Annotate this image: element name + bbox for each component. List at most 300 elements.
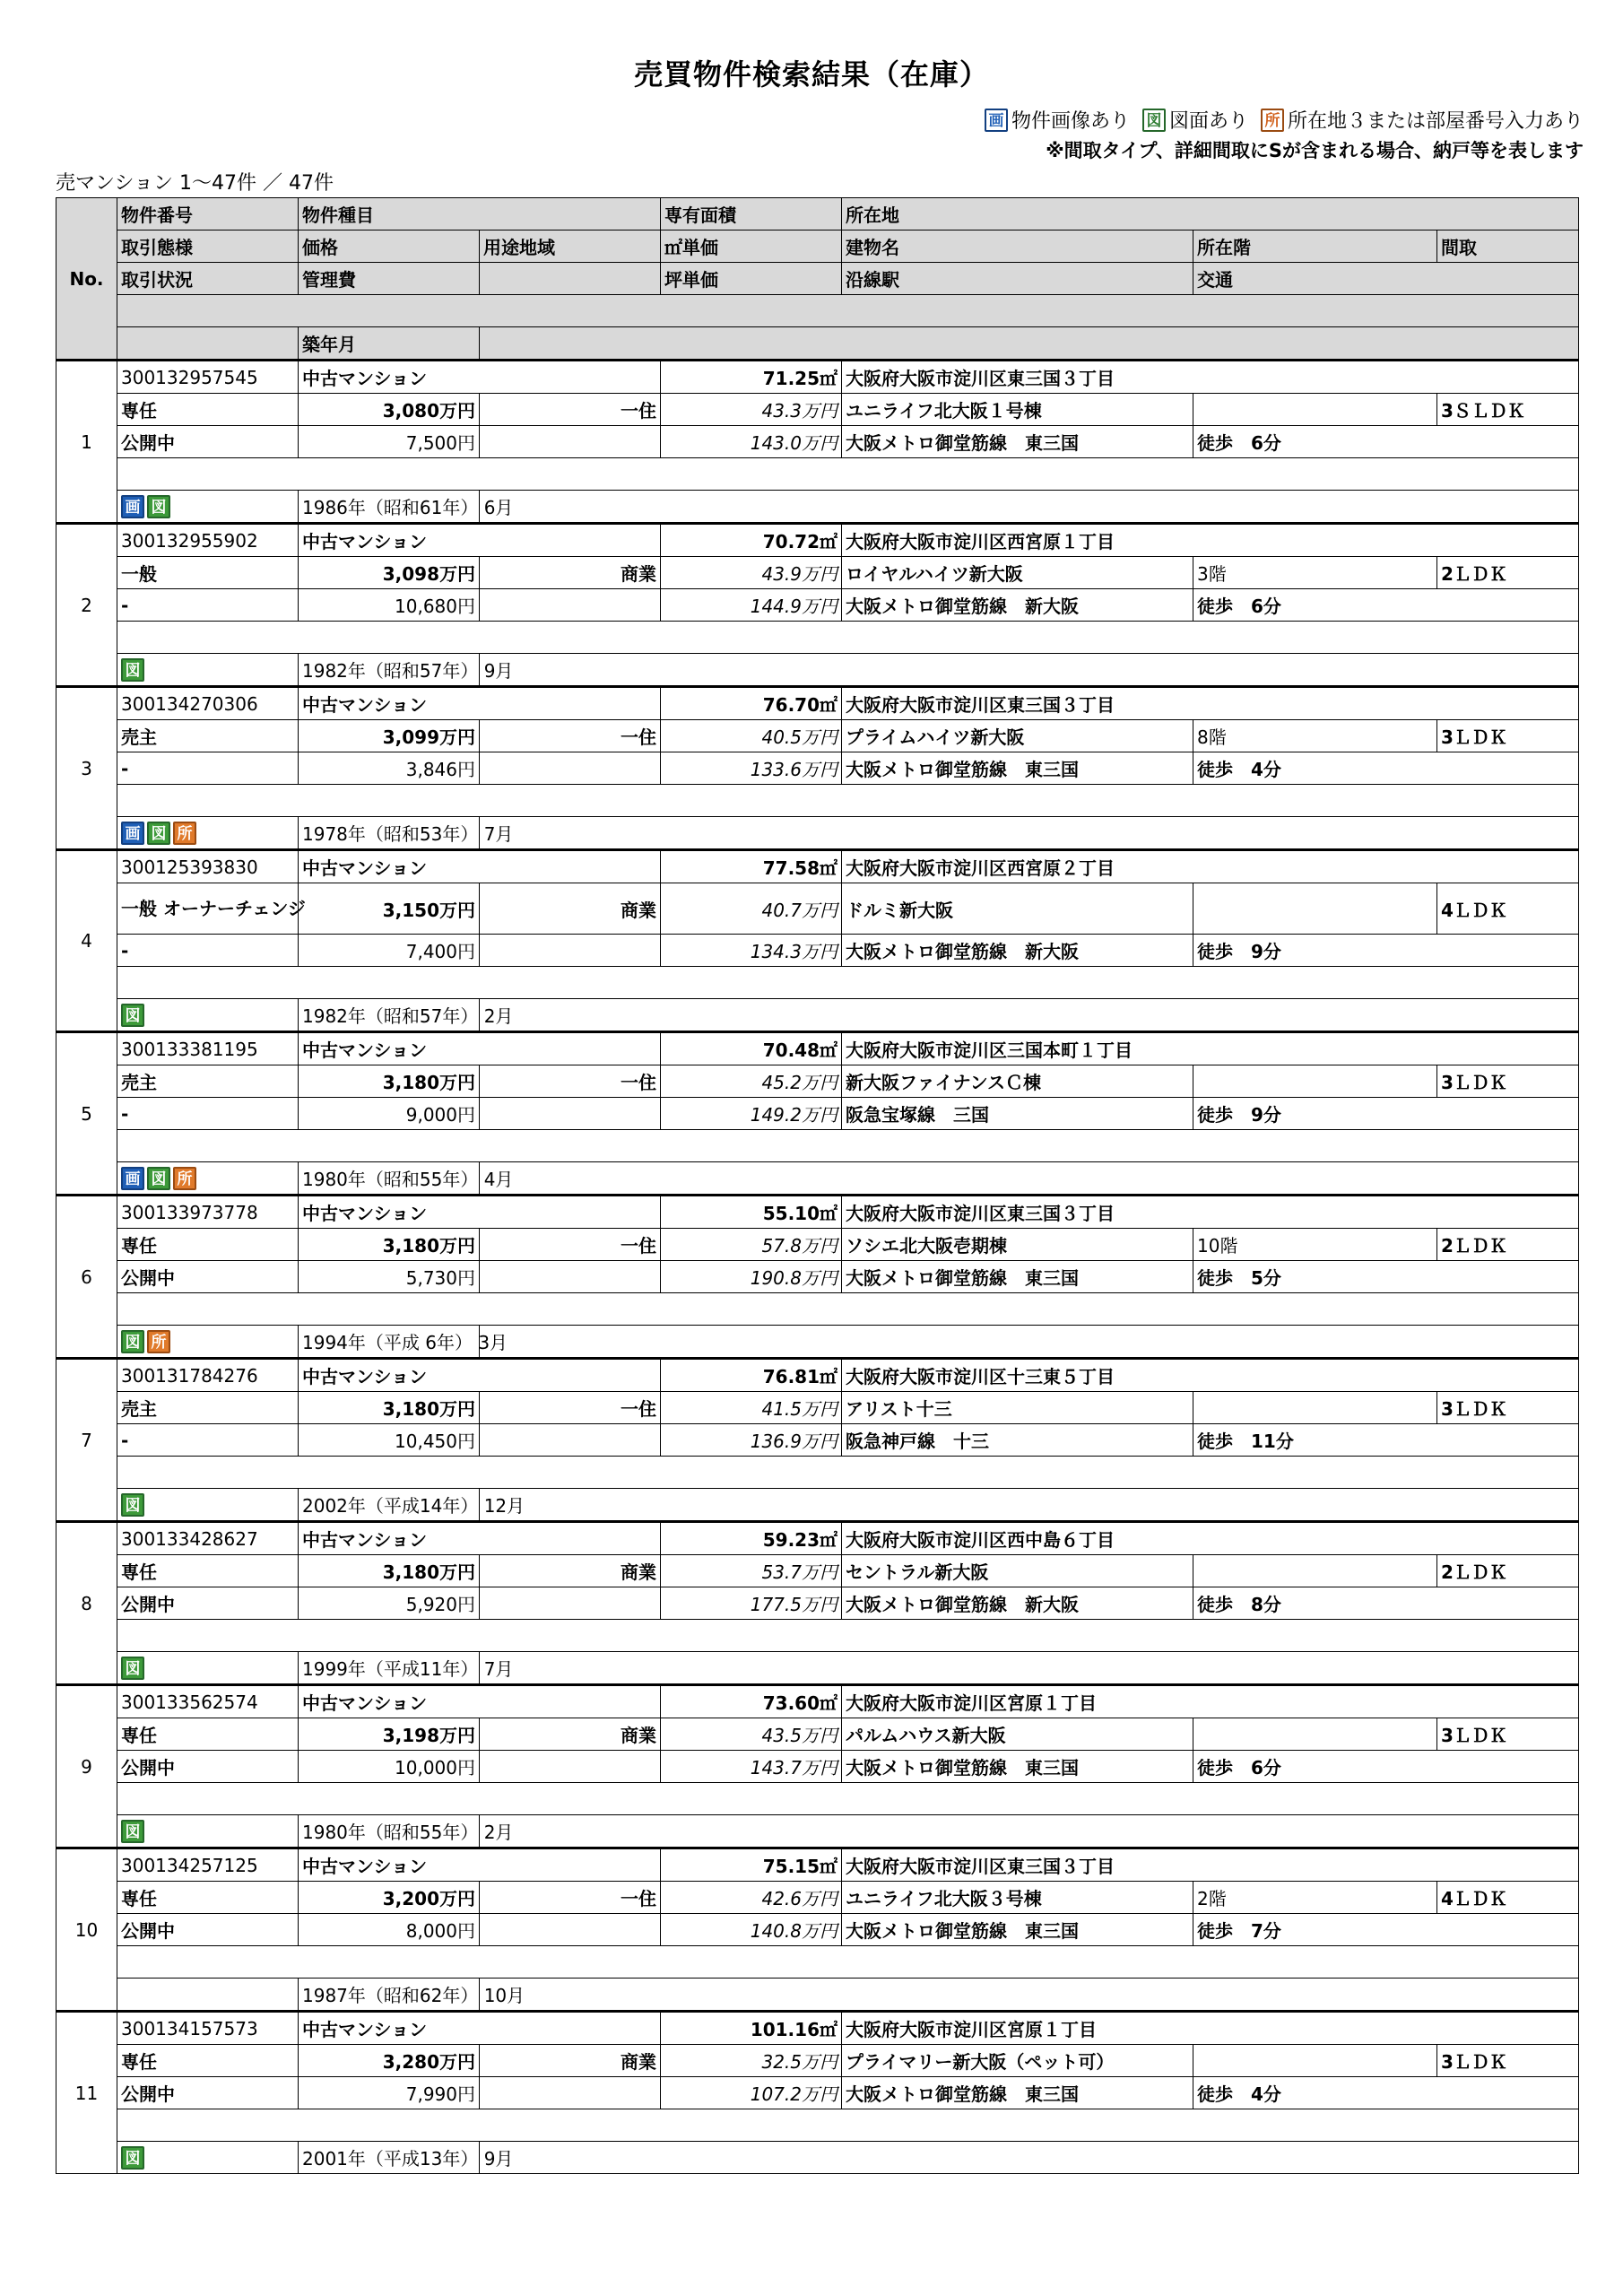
built-date: 1994年（平成 6年） 3月 — [299, 1326, 480, 1359]
building-name: 新大阪ファイナンスＣ棟 — [842, 1065, 1193, 1098]
listing-row — [56, 2077, 1579, 2109]
access: 徒歩 8分 — [1193, 1587, 1579, 1620]
listing-row — [56, 1718, 1579, 1751]
listing-row — [56, 1196, 1579, 1229]
floor: 10階 — [1193, 1229, 1437, 1261]
icons-cell — [117, 654, 299, 687]
property-type: 中古マンション — [299, 2012, 661, 2045]
property-number: 300133381195 — [117, 1032, 299, 1065]
area: 77.58㎡ — [661, 850, 842, 883]
line-station: 大阪メトロ御堂筋線 東三国 — [842, 1751, 1193, 1783]
property-number: 300132955902 — [117, 524, 299, 557]
blank-row — [117, 1620, 1579, 1652]
unit-price-sqm: 43.5万円 — [661, 1718, 842, 1751]
floor — [1193, 394, 1437, 426]
unit-price-tsubo: 107.2万円 — [661, 2077, 842, 2109]
icons-cell — [117, 999, 299, 1032]
listing-row — [56, 1914, 1579, 1946]
line-station: 大阪メトロ御堂筋線 東三国 — [842, 1261, 1193, 1293]
area: 101.16㎡ — [661, 2012, 842, 2045]
listing-row — [56, 654, 1579, 687]
line-station: 阪急宝塚線 三国 — [842, 1098, 1193, 1130]
listing-row — [56, 1946, 1579, 1979]
blank-cell — [480, 654, 1579, 687]
listing-row — [56, 2012, 1579, 2045]
unit-price-tsubo: 133.6万円 — [661, 752, 842, 785]
building-name: セントラル新大阪 — [842, 1555, 1193, 1587]
floorplan-icon: 図 — [121, 658, 144, 682]
header-blank-icons — [117, 327, 299, 361]
address: 大阪府大阪市淀川区東三国３丁目 — [842, 687, 1579, 720]
blank-row — [117, 1457, 1579, 1489]
property-number: 300132957545 — [117, 361, 299, 394]
header-area: 専有面積 — [661, 198, 842, 230]
header-status: 取引状況 — [117, 263, 299, 295]
floorplan-icon: 図 — [147, 822, 170, 845]
listing-row — [56, 1555, 1579, 1587]
address: 大阪府大阪市淀川区東三国３丁目 — [842, 1196, 1579, 1229]
building-name: パルムハウス新大阪 — [842, 1718, 1193, 1751]
address: 大阪府大阪市淀川区宮原１丁目 — [842, 1685, 1579, 1718]
listing-no: 6 — [56, 1196, 117, 1359]
mgmt-fee: 5,730円 — [299, 1261, 480, 1293]
blank-cell — [480, 1326, 1579, 1359]
floor: 3階 — [1193, 557, 1437, 589]
mgmt-fee: 3,846円 — [299, 752, 480, 785]
listing-row — [56, 785, 1579, 817]
property-type: 中古マンション — [299, 1032, 661, 1065]
blank-cell — [480, 817, 1579, 850]
listing-row — [56, 426, 1579, 458]
icons-cell — [117, 1326, 299, 1359]
property-number: 300133562574 — [117, 1685, 299, 1718]
header-property-number: 物件番号 — [117, 198, 299, 230]
listing-row — [56, 622, 1579, 654]
building-name: ユニライフ北大阪１号棟 — [842, 394, 1193, 426]
icons-cell — [117, 817, 299, 850]
listing-row — [56, 1261, 1579, 1293]
unit-price-tsubo: 140.8万円 — [661, 1914, 842, 1946]
address: 大阪府大阪市淀川区西宮原１丁目 — [842, 524, 1579, 557]
zoning: 一住 — [480, 1392, 661, 1424]
blank-cell — [480, 1751, 661, 1783]
address-icon: 所 — [173, 1167, 196, 1190]
header-mgmt-fee: 管理費 — [299, 263, 480, 295]
blank-cell — [480, 1587, 661, 1620]
floorplan-icon: 図 — [121, 1493, 144, 1517]
zoning: 商業 — [480, 1555, 661, 1587]
result-summary: 売マンション 1〜47件 ／ 47件 — [56, 172, 334, 195]
listing-row — [56, 1032, 1579, 1065]
status: 公開中 — [117, 1261, 299, 1293]
building-name: ドルミ新大阪 — [842, 883, 1193, 935]
unit-price-tsubo: 144.9万円 — [661, 589, 842, 622]
icons-cell — [117, 2142, 299, 2174]
price: 3,180万円 — [299, 1555, 480, 1587]
listing-row — [56, 1882, 1579, 1914]
access: 徒歩 6分 — [1193, 589, 1579, 622]
address-icon: 所 — [173, 822, 196, 845]
line-station: 大阪メトロ御堂筋線 新大阪 — [842, 935, 1193, 967]
built-date: 1980年（昭和55年） 4月 — [299, 1162, 480, 1196]
building-name: ロイヤルハイツ新大阪 — [842, 557, 1193, 589]
listing-row — [56, 2109, 1579, 2142]
listing-no: 2 — [56, 524, 117, 687]
blank-row — [117, 1293, 1579, 1326]
listing-row — [56, 1065, 1579, 1098]
price: 3,280万円 — [299, 2045, 480, 2077]
listing-row — [56, 1293, 1579, 1326]
listing-row — [56, 1620, 1579, 1652]
listing-row — [56, 1685, 1579, 1718]
floorplan-icon: 図 — [121, 1657, 144, 1680]
listing-row — [56, 1848, 1579, 1882]
zoning: 一住 — [480, 720, 661, 752]
header-built: 築年月 — [299, 327, 480, 361]
legend-plan-label: 図面あり — [1168, 110, 1248, 133]
listing-row — [56, 1326, 1579, 1359]
unit-price-sqm: 41.5万円 — [661, 1392, 842, 1424]
price: 3,099万円 — [299, 720, 480, 752]
unit-price-sqm: 57.8万円 — [661, 1229, 842, 1261]
listing-row — [56, 1359, 1579, 1392]
listing-row — [56, 967, 1579, 999]
built-date: 1982年（昭和57年） 9月 — [299, 654, 480, 687]
built-date: 1999年（平成11年） 7月 — [299, 1652, 480, 1685]
property-number: 300134270306 — [117, 687, 299, 720]
floor — [1193, 2045, 1437, 2077]
legend-plan — [1142, 106, 1248, 134]
property-type: 中古マンション — [299, 1522, 661, 1555]
property-type: 中古マンション — [299, 1359, 661, 1392]
results-table — [56, 197, 1579, 2174]
listing-row — [56, 458, 1579, 491]
layout: 2ＬＤＫ — [1437, 1229, 1579, 1261]
access: 徒歩 4分 — [1193, 2077, 1579, 2109]
unit-price-sqm: 42.6万円 — [661, 1882, 842, 1914]
mgmt-fee: 7,400円 — [299, 935, 480, 967]
layout: 2ＬＤＫ — [1437, 1555, 1579, 1587]
header-blank-row — [117, 295, 1579, 327]
floor: 2階 — [1193, 1882, 1437, 1914]
header-blank — [480, 263, 661, 295]
zoning: 一住 — [480, 394, 661, 426]
status: - — [117, 935, 299, 967]
floor — [1193, 1555, 1437, 1587]
header-access: 交通 — [1193, 263, 1579, 295]
unit-price-sqm: 53.7万円 — [661, 1555, 842, 1587]
built-date: 1987年（昭和62年） 10月 — [299, 1979, 480, 2012]
building-name: プライムハイツ新大阪 — [842, 720, 1193, 752]
header-transaction-mode: 取引態様 — [117, 230, 299, 263]
header-row-4 — [56, 295, 1579, 327]
blank-row — [117, 622, 1579, 654]
listing-no: 10 — [56, 1848, 117, 2012]
layout: 4ＬＤＫ — [1437, 883, 1579, 935]
blank-row — [117, 2109, 1579, 2142]
transaction-mode: 専任 — [117, 1882, 299, 1914]
property-type: 中古マンション — [299, 1196, 661, 1229]
transaction-mode: 専任 — [117, 1555, 299, 1587]
mgmt-fee: 9,000円 — [299, 1098, 480, 1130]
property-type: 中古マンション — [299, 361, 661, 394]
icons-cell — [117, 1652, 299, 1685]
built-date: 1978年（昭和53年） 7月 — [299, 817, 480, 850]
transaction-mode: 売主 — [117, 720, 299, 752]
property-type: 中古マンション — [299, 687, 661, 720]
status: - — [117, 1424, 299, 1457]
floorplan-icon: 図 — [121, 1330, 144, 1353]
zoning: 一住 — [480, 1882, 661, 1914]
header-property-type: 物件種目 — [299, 198, 661, 230]
blank-cell — [480, 999, 1579, 1032]
area: 73.60㎡ — [661, 1685, 842, 1718]
icons-cell — [117, 1979, 299, 2012]
unit-price-tsubo: 177.5万円 — [661, 1587, 842, 1620]
access: 徒歩 5分 — [1193, 1261, 1579, 1293]
access: 徒歩 9分 — [1193, 1098, 1579, 1130]
listing-row — [56, 557, 1579, 589]
property-number: 300134157573 — [117, 2012, 299, 2045]
blank-cell — [480, 935, 661, 967]
address: 大阪府大阪市淀川区十三東５丁目 — [842, 1359, 1579, 1392]
icons-cell — [117, 491, 299, 524]
address: 大阪府大阪市淀川区三国本町１丁目 — [842, 1032, 1579, 1065]
unit-price-tsubo: 190.8万円 — [661, 1261, 842, 1293]
zoning: 一住 — [480, 1229, 661, 1261]
header-blank-tail — [480, 327, 1579, 361]
price: 3,198万円 — [299, 1718, 480, 1751]
transaction-mode: 一般 — [117, 557, 299, 589]
layout: 3ＬＤＫ — [1437, 1392, 1579, 1424]
built-date: 2002年（平成14年） 12月 — [299, 1489, 480, 1522]
layout: 3ＬＤＫ — [1437, 2045, 1579, 2077]
property-number: 300134257125 — [117, 1848, 299, 1882]
status: 公開中 — [117, 2077, 299, 2109]
floor — [1193, 1392, 1437, 1424]
address: 大阪府大阪市淀川区東三国３丁目 — [842, 361, 1579, 394]
photo-icon: 画 — [985, 109, 1008, 132]
property-number: 300133428627 — [117, 1522, 299, 1555]
access: 徒歩 7分 — [1193, 1914, 1579, 1946]
listing-no: 8 — [56, 1522, 117, 1685]
listing-row — [56, 1522, 1579, 1555]
transaction-mode: 売主 — [117, 1392, 299, 1424]
transaction-mode: 専任 — [117, 1229, 299, 1261]
blank-cell — [480, 1489, 1579, 1522]
unit-price-sqm: 40.5万円 — [661, 720, 842, 752]
listing-row — [56, 1815, 1579, 1848]
listing-row — [56, 1392, 1579, 1424]
built-date: 2001年（平成13年） 9月 — [299, 2142, 480, 2174]
floorplan-icon: 図 — [121, 1820, 144, 1843]
listing-row — [56, 817, 1579, 850]
listing-row — [56, 589, 1579, 622]
icons-cell — [117, 1162, 299, 1196]
listing-no: 1 — [56, 361, 117, 524]
layout: 4ＬＤＫ — [1437, 1882, 1579, 1914]
floorplan-icon: 図 — [147, 495, 170, 518]
listing-row — [56, 1489, 1579, 1522]
layout: 3ＳＬＤＫ — [1437, 394, 1579, 426]
blank-cell — [480, 1424, 661, 1457]
address: 大阪府大阪市淀川区東三国３丁目 — [842, 1848, 1579, 1882]
line-station: 大阪メトロ御堂筋線 東三国 — [842, 2077, 1193, 2109]
unit-price-tsubo: 136.9万円 — [661, 1424, 842, 1457]
access: 徒歩 9分 — [1193, 935, 1579, 967]
mgmt-fee: 10,000円 — [299, 1751, 480, 1783]
blank-cell — [480, 1162, 1579, 1196]
price: 3,150万円 — [299, 883, 480, 935]
photo-icon: 画 — [121, 495, 144, 518]
blank-cell — [480, 1098, 661, 1130]
access: 徒歩 11分 — [1193, 1424, 1579, 1457]
price: 3,180万円 — [299, 1392, 480, 1424]
property-type: 中古マンション — [299, 524, 661, 557]
status: - — [117, 1098, 299, 1130]
listing-row — [56, 687, 1579, 720]
listing-row — [56, 999, 1579, 1032]
header-unit-price-sqm: ㎡単価 — [661, 230, 842, 263]
unit-price-tsubo: 134.3万円 — [661, 935, 842, 967]
built-date: 1986年（昭和61年） 6月 — [299, 491, 480, 524]
header-zoning: 用途地域 — [480, 230, 661, 263]
price: 3,200万円 — [299, 1882, 480, 1914]
results-body — [56, 198, 1579, 2174]
transaction-mode: 売主 — [117, 1065, 299, 1098]
header-unit-price-tsubo: 坪単価 — [661, 263, 842, 295]
listing-no: 5 — [56, 1032, 117, 1196]
listing-row — [56, 2142, 1579, 2174]
unit-price-sqm: 32.5万円 — [661, 2045, 842, 2077]
layout: 3ＬＤＫ — [1437, 720, 1579, 752]
header-building: 建物名 — [842, 230, 1193, 263]
layout: 3ＬＤＫ — [1437, 1065, 1579, 1098]
blank-row — [117, 967, 1579, 999]
mgmt-fee: 7,990円 — [299, 2077, 480, 2109]
price: 3,180万円 — [299, 1229, 480, 1261]
listing-row — [56, 2045, 1579, 2077]
icons-cell — [117, 1815, 299, 1848]
listing-row — [56, 1751, 1579, 1783]
legend-address-label: 所在地３または部屋番号入力あり — [1287, 110, 1584, 133]
zoning: 一住 — [480, 1065, 661, 1098]
layout: 2ＬＤＫ — [1437, 557, 1579, 589]
header-row-5 — [56, 327, 1579, 361]
property-type: 中古マンション — [299, 850, 661, 883]
blank-cell — [480, 2077, 661, 2109]
blank-cell — [480, 1261, 661, 1293]
icon-legend — [985, 106, 1584, 134]
price: 3,098万円 — [299, 557, 480, 589]
unit-price-tsubo: 149.2万円 — [661, 1098, 842, 1130]
listing-row — [56, 935, 1579, 967]
listing-row — [56, 394, 1579, 426]
property-number: 300131784276 — [117, 1359, 299, 1392]
property-number: 300133973778 — [117, 1196, 299, 1229]
header-no: No. — [56, 198, 117, 361]
building-name: プライマリー新大阪（ペット可） — [842, 2045, 1193, 2077]
header-floor: 所在階 — [1193, 230, 1437, 263]
transaction-mode: 専任 — [117, 394, 299, 426]
listing-no: 3 — [56, 687, 117, 850]
status: 公開中 — [117, 1914, 299, 1946]
icons-cell — [117, 1489, 299, 1522]
blank-cell — [480, 1979, 1579, 2012]
listing-no: 9 — [56, 1685, 117, 1848]
listing-row — [56, 720, 1579, 752]
header-layout: 間取 — [1437, 230, 1579, 263]
header-price: 価格 — [299, 230, 480, 263]
address: 大阪府大阪市淀川区宮原１丁目 — [842, 2012, 1579, 2045]
mgmt-fee: 5,920円 — [299, 1587, 480, 1620]
status: 公開中 — [117, 1587, 299, 1620]
listing-row — [56, 1162, 1579, 1196]
listing-row — [56, 491, 1579, 524]
header-row-1 — [56, 198, 1579, 230]
zoning: 商業 — [480, 883, 661, 935]
area: 71.25㎡ — [661, 361, 842, 394]
address: 大阪府大阪市淀川区西中島６丁目 — [842, 1522, 1579, 1555]
legend-image — [985, 106, 1130, 134]
header-line-station: 沿線駅 — [842, 263, 1193, 295]
photo-icon: 画 — [121, 1167, 144, 1190]
zoning: 商業 — [480, 1718, 661, 1751]
area: 70.72㎡ — [661, 524, 842, 557]
unit-price-sqm: 43.3万円 — [661, 394, 842, 426]
mgmt-fee: 7,500円 — [299, 426, 480, 458]
header-location: 所在地 — [842, 198, 1579, 230]
area: 59.23㎡ — [661, 1522, 842, 1555]
floorplan-icon: 図 — [1142, 109, 1166, 132]
property-type: 中古マンション — [299, 1685, 661, 1718]
floor — [1193, 883, 1437, 935]
blank-cell — [480, 1652, 1579, 1685]
price: 3,180万円 — [299, 1065, 480, 1098]
unit-price-tsubo: 143.7万円 — [661, 1751, 842, 1783]
listing-no: 4 — [56, 850, 117, 1032]
transaction-mode: 専任 — [117, 2045, 299, 2077]
address: 大阪府大阪市淀川区西宮原２丁目 — [842, 850, 1579, 883]
layout: 3ＬＤＫ — [1437, 1718, 1579, 1751]
area: 75.15㎡ — [661, 1848, 842, 1882]
transaction-mode: 一般 オーナーチェンジ — [117, 883, 299, 935]
floorplan-icon: 図 — [121, 2146, 144, 2170]
listing-no: 11 — [56, 2012, 117, 2174]
header-row-2 — [56, 230, 1579, 263]
area: 55.10㎡ — [661, 1196, 842, 1229]
listing-row — [56, 524, 1579, 557]
blank-cell — [480, 1815, 1579, 1848]
header-row-3 — [56, 263, 1579, 295]
status: 公開中 — [117, 1751, 299, 1783]
blank-row — [117, 1783, 1579, 1815]
floorplan-icon: 図 — [121, 1004, 144, 1027]
line-station: 大阪メトロ御堂筋線 東三国 — [842, 426, 1193, 458]
unit-price-tsubo: 143.0万円 — [661, 426, 842, 458]
unit-price-sqm: 43.9万円 — [661, 557, 842, 589]
line-station: 大阪メトロ御堂筋線 新大阪 — [842, 589, 1193, 622]
building-name: ソシエ北大阪壱期棟 — [842, 1229, 1193, 1261]
access: 徒歩 4分 — [1193, 752, 1579, 785]
mgmt-fee: 10,680円 — [299, 589, 480, 622]
blank-row — [117, 1130, 1579, 1162]
listing-row — [56, 1783, 1579, 1815]
blank-cell — [480, 589, 661, 622]
area: 76.70㎡ — [661, 687, 842, 720]
blank-row — [117, 1946, 1579, 1979]
listing-row — [56, 1457, 1579, 1489]
